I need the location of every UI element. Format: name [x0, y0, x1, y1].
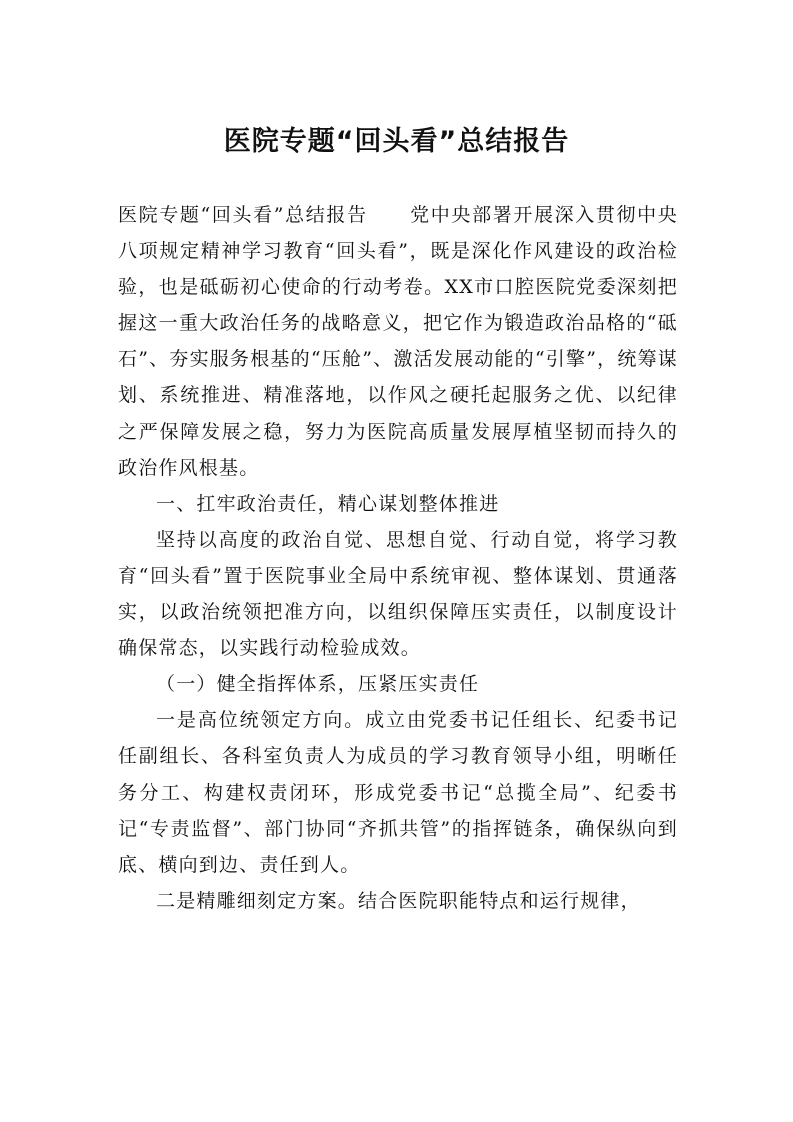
subsection-1-heading: （一）健全指挥体系，压紧压实责任	[156, 673, 480, 696]
item-1-paragraph: 一是高位统领定方向。成立由党委书记任组长、纪委书记任副组长、各科室负责人为成员的学习教育领导小组，明晰任务分工、构建权责闭环，形成党委书记“总揽全局”、纪委书记“专责监督”、部门协同“齐抓共管”的指挥链条，确保纵向到底、横向到边、责任到人。	[118, 709, 678, 876]
intro-body: 党中央部署开展深入贯彻中央八项规定精神学习教育“回头看”，既是深化作风建设的政治检验，也是砥砺初心使命的行动考卷。XX市口腔医院党委深刻把握这一重大政治任务的战略意义，把它作为锻造政治品格的“砥石”、夯实服务根基的“压舱”、激活发展动能的“引擎”，统筹谋划、系统推进、精准落地，以作风之硬托起服务之优、以纪律之严保障发展之稳，努力为医院高质量发展厚植坚韧而持久的政治作风根基。	[118, 204, 678, 479]
section-1-heading: 一、扛牢政治责任，精心谋划整体推进	[156, 492, 500, 515]
document-title: 医院专题“回头看”总结报告	[223, 126, 570, 157]
item-2-paragraph: 二是精雕细刻定方案。结合医院职能特点和运行规律，	[156, 889, 641, 912]
intro-paragraph	[118, 197, 678, 486]
section-1-paragraph: 坚持以高度的政治自觉、思想自觉、行动自觉，将学习教育“回头看”置于医院事业全局中系统审视、整体谋划、贯通落实，以政治统领把准方向，以组织保障压实责任，以制度设计确保常态，以实践行动检验成效。	[118, 528, 678, 660]
intro-lead: 医院专题“回头看”总结报告	[118, 204, 368, 226]
document-body	[118, 197, 678, 919]
